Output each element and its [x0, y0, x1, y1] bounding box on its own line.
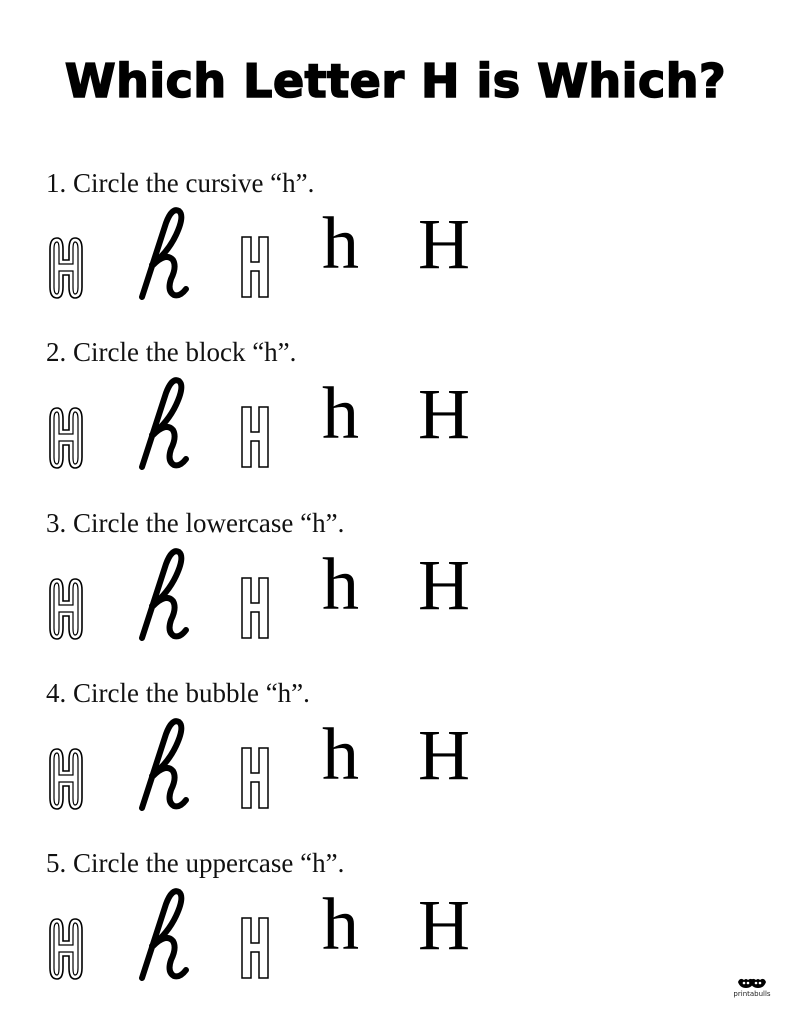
outline-block-h-option[interactable]	[240, 746, 270, 810]
lowercase-h-option[interactable]: h	[322, 714, 359, 796]
uppercase-h-option[interactable]: H	[418, 545, 470, 625]
cursive-h-option[interactable]	[130, 886, 194, 984]
uppercase-h-option[interactable]: H	[418, 374, 470, 454]
bull-logo-icon	[736, 976, 768, 990]
worksheet-title: Which Letter H is Which?	[64, 54, 727, 108]
question-3-options	[0, 546, 791, 646]
uppercase-h-option[interactable]: H	[418, 885, 470, 965]
question-1-options	[0, 205, 791, 305]
question-2-prompt: 2. Circle the block “h”.	[46, 337, 297, 367]
outline-block-h-option[interactable]	[240, 405, 270, 469]
bubble-h-option[interactable]	[46, 746, 86, 812]
cursive-h-option[interactable]	[130, 716, 194, 814]
question-5-prompt: 5. Circle the uppercase “h”.	[46, 848, 345, 878]
bubble-h-option[interactable]	[46, 576, 86, 642]
question-3-prompt: 3. Circle the lowercase “h”.	[46, 508, 345, 538]
bubble-h-option[interactable]	[46, 405, 86, 471]
outline-block-h-option[interactable]	[240, 576, 270, 640]
cursive-h-option[interactable]	[130, 375, 194, 473]
outline-block-h-option[interactable]	[240, 235, 270, 299]
question-4-options	[0, 716, 791, 816]
cursive-h-option[interactable]	[130, 546, 194, 644]
question-1-prompt: 1. Circle the cursive “h”.	[46, 168, 315, 198]
uppercase-h-option[interactable]: H	[418, 715, 470, 795]
question-4-prompt: 4. Circle the bubble “h”.	[46, 678, 310, 708]
bubble-h-option[interactable]	[46, 235, 86, 301]
cursive-h-option[interactable]	[130, 205, 194, 303]
lowercase-h-option[interactable]: h	[322, 373, 359, 455]
uppercase-h-option[interactable]: H	[418, 204, 470, 284]
outline-block-h-option[interactable]	[240, 916, 270, 980]
lowercase-h-option[interactable]: h	[322, 544, 359, 626]
bubble-h-option[interactable]	[46, 916, 86, 982]
lowercase-h-option[interactable]: h	[322, 203, 359, 285]
logo-text: printabulls	[733, 990, 771, 998]
lowercase-h-option[interactable]: h	[322, 884, 359, 966]
question-5-options	[0, 886, 791, 986]
printabulls-logo	[724, 976, 780, 1006]
question-2-options	[0, 375, 791, 475]
